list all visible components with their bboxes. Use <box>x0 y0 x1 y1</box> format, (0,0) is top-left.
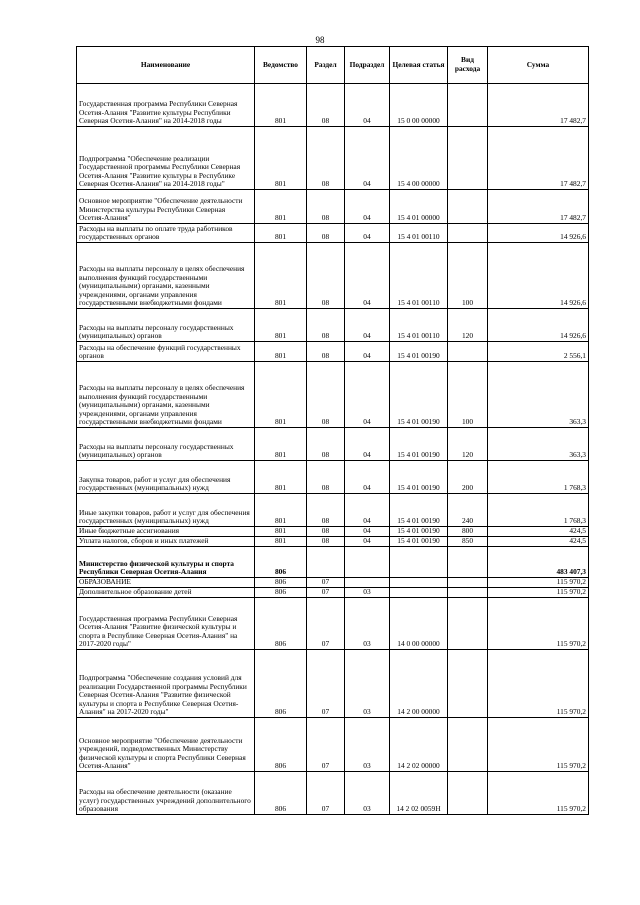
cell-section: 08 <box>307 494 345 527</box>
cell-type <box>448 588 488 598</box>
cell-section: 07 <box>307 588 345 598</box>
cell-subsection: 04 <box>345 309 390 342</box>
cell-section: 08 <box>307 84 345 127</box>
cell-section: 08 <box>307 461 345 494</box>
cell-dept: 801 <box>255 309 307 342</box>
cell-sum: 14 926,6 <box>488 309 589 342</box>
cell-sum: 115 970,2 <box>488 772 589 815</box>
table-row <box>77 127 589 190</box>
cell-type <box>448 650 488 718</box>
cell-target: 14 2 02 0059Н <box>390 772 448 815</box>
cell-dept: 806 <box>255 547 307 578</box>
header-dept: Ведомство <box>255 47 307 84</box>
cell-name: Государственная программа Республики Северная Осетия-Алания "Развитие культуры Республики Северная Осетия-Алания" на 2014-2018 годы <box>77 84 255 127</box>
cell-dept: 801 <box>255 537 307 547</box>
cell-type: 100 <box>448 362 488 428</box>
cell-type <box>448 598 488 650</box>
cell-name: Расходы на выплаты по оплате труда работников государственных органов <box>77 224 255 243</box>
cell-name: Министерство физической культуры и спорта Республики Северная Осетия-Алания <box>77 547 255 578</box>
cell-dept: 801 <box>255 461 307 494</box>
table-row <box>77 243 589 309</box>
cell-target: 15 4 01 00110 <box>390 309 448 342</box>
cell-dept: 806 <box>255 650 307 718</box>
cell-sum: 1 768,3 <box>488 494 589 527</box>
cell-name: Подпрограмма "Обеспечение реализации Государственной программы Республики Северная Осетия-Алания "Развитие культуры в Республике Северная Осетия-Алания" на 2014-2018 годы" <box>77 127 255 190</box>
table-row <box>77 309 589 342</box>
cell-type <box>448 342 488 362</box>
cell-type <box>448 772 488 815</box>
table-row <box>77 718 589 772</box>
cell-name: Расходы на выплаты персоналу в целях обеспечения выполнения функций государственными (муниципальными) органами, казенными учреждениями, органами управления государственными внебюджетными фондами <box>77 243 255 309</box>
cell-name: Подпрограмма "Обеспечение создания условий для реализации Государственной программы Республики Северная Осетия-Алания "Развитие физической культуры и спорта в Республике Северная Осетия-Алания" на 2017-2020 годы" <box>77 650 255 718</box>
cell-dept: 801 <box>255 190 307 224</box>
table-header-row <box>77 47 589 84</box>
cell-section: 08 <box>307 527 345 537</box>
header-name: Наименование <box>77 47 255 84</box>
cell-name: Иные закупки товаров, работ и услуг для обеспечения государственных (муниципальных) нужд <box>77 494 255 527</box>
budget-table <box>76 46 589 815</box>
header-sum: Сумма <box>488 47 589 84</box>
cell-section: 07 <box>307 772 345 815</box>
cell-subsection: 04 <box>345 461 390 494</box>
table-row <box>77 578 589 588</box>
cell-target: 14 2 00 00000 <box>390 650 448 718</box>
cell-subsection: 03 <box>345 598 390 650</box>
cell-section <box>307 547 345 578</box>
cell-type: 120 <box>448 309 488 342</box>
cell-dept: 801 <box>255 527 307 537</box>
cell-type <box>448 127 488 190</box>
cell-target <box>390 588 448 598</box>
cell-sum: 17 482,7 <box>488 127 589 190</box>
table-row <box>77 650 589 718</box>
cell-target: 15 4 01 00110 <box>390 243 448 309</box>
table-row <box>77 772 589 815</box>
cell-section: 08 <box>307 224 345 243</box>
cell-name: ОБРАЗОВАНИЕ <box>77 578 255 588</box>
cell-sum: 483 407,3 <box>488 547 589 578</box>
cell-subsection: 04 <box>345 84 390 127</box>
cell-name: Уплата налогов, сборов и иных платежей <box>77 537 255 547</box>
cell-name: Расходы на обеспечение деятельности (оказание услуг) государственных учреждений дополнительного образования <box>77 772 255 815</box>
cell-dept: 801 <box>255 224 307 243</box>
cell-subsection: 04 <box>345 342 390 362</box>
cell-subsection: 04 <box>345 527 390 537</box>
cell-subsection: 03 <box>345 650 390 718</box>
cell-name: Основное мероприятие "Обеспечение деятельности учреждений, подведомственных Министерству физической культуры и спорта Республики Северная Осетия-Алания" <box>77 718 255 772</box>
cell-type <box>448 224 488 243</box>
table-row <box>77 537 589 547</box>
cell-type: 120 <box>448 428 488 461</box>
table-row <box>77 461 589 494</box>
cell-sum: 424,5 <box>488 527 589 537</box>
cell-sum: 424,5 <box>488 537 589 547</box>
cell-name: Дополнительное образование детей <box>77 588 255 598</box>
cell-name: Расходы на выплаты персоналу государственных (муниципальных) органов <box>77 428 255 461</box>
cell-section: 08 <box>307 243 345 309</box>
cell-target: 14 0 00 00000 <box>390 598 448 650</box>
cell-dept: 801 <box>255 84 307 127</box>
cell-dept: 801 <box>255 243 307 309</box>
cell-target: 15 4 01 00190 <box>390 494 448 527</box>
cell-target: 15 4 01 00190 <box>390 527 448 537</box>
header-target: Целевая статья <box>390 47 448 84</box>
cell-name: Расходы на выплаты персоналу в целях обеспечения выполнения функций государственными (муниципальными) органами, казенными учреждениями, органами управления государственными внебюджетными фондами <box>77 362 255 428</box>
table-row <box>77 428 589 461</box>
cell-name: Государственная программа Республики Северная Осетия-Алания "Развитие физической культуры и спорта в Республике Северная Осетия-Алания" на 2017-2020 годы" <box>77 598 255 650</box>
cell-target: 15 4 01 00000 <box>390 190 448 224</box>
cell-type <box>448 190 488 224</box>
cell-sum: 115 970,2 <box>488 598 589 650</box>
cell-dept: 806 <box>255 718 307 772</box>
cell-sum: 115 970,2 <box>488 650 589 718</box>
cell-dept: 806 <box>255 588 307 598</box>
cell-dept: 806 <box>255 578 307 588</box>
cell-section: 08 <box>307 362 345 428</box>
cell-name: Закупка товаров, работ и услуг для обеспечения государственных (муниципальных) нужд <box>77 461 255 494</box>
cell-sum: 14 926,6 <box>488 224 589 243</box>
table-row <box>77 84 589 127</box>
cell-subsection: 04 <box>345 243 390 309</box>
cell-type: 240 <box>448 494 488 527</box>
cell-section: 08 <box>307 428 345 461</box>
table-row <box>77 342 589 362</box>
cell-subsection: 04 <box>345 224 390 243</box>
header-type: Вид расхода <box>448 47 488 84</box>
cell-dept: 801 <box>255 362 307 428</box>
cell-target: 15 4 01 00190 <box>390 428 448 461</box>
cell-type: 100 <box>448 243 488 309</box>
cell-sum: 115 970,2 <box>488 718 589 772</box>
cell-section: 07 <box>307 598 345 650</box>
cell-sum: 14 926,6 <box>488 243 589 309</box>
page-number: 98 <box>315 35 325 45</box>
cell-target: 15 4 01 00190 <box>390 537 448 547</box>
cell-sum: 363,3 <box>488 428 589 461</box>
cell-subsection: 04 <box>345 428 390 461</box>
cell-type: 800 <box>448 527 488 537</box>
table-body <box>77 84 589 815</box>
table-row <box>77 527 589 537</box>
cell-target <box>390 578 448 588</box>
cell-target: 14 2 02 00000 <box>390 718 448 772</box>
cell-dept: 801 <box>255 428 307 461</box>
table-row <box>77 494 589 527</box>
cell-section: 08 <box>307 127 345 190</box>
cell-type: 850 <box>448 537 488 547</box>
cell-subsection: 04 <box>345 362 390 428</box>
cell-name: Расходы на выплаты персоналу государственных (муниципальных) органов <box>77 309 255 342</box>
cell-sum: 1 768,3 <box>488 461 589 494</box>
cell-target: 15 4 01 00190 <box>390 362 448 428</box>
cell-subsection: 04 <box>345 190 390 224</box>
cell-name: Основное мероприятие "Обеспечение деятельности Министерства культуры Республики Северная Осетия-Алания" <box>77 190 255 224</box>
cell-type <box>448 718 488 772</box>
cell-sum: 17 482,7 <box>488 190 589 224</box>
table-row <box>77 190 589 224</box>
cell-target: 15 4 01 00110 <box>390 224 448 243</box>
table-row <box>77 224 589 243</box>
cell-subsection: 03 <box>345 588 390 598</box>
header-section: Раздел <box>307 47 345 84</box>
cell-sum: 363,3 <box>488 362 589 428</box>
cell-target: 15 4 01 00190 <box>390 461 448 494</box>
cell-target: 15 0 00 00000 <box>390 84 448 127</box>
cell-section: 07 <box>307 578 345 588</box>
cell-subsection: 04 <box>345 494 390 527</box>
cell-subsection: 04 <box>345 127 390 190</box>
cell-subsection <box>345 578 390 588</box>
cell-section: 08 <box>307 537 345 547</box>
cell-sum: 115 970,2 <box>488 588 589 598</box>
cell-type <box>448 84 488 127</box>
cell-type: 200 <box>448 461 488 494</box>
table-row <box>77 547 589 578</box>
cell-subsection: 04 <box>345 537 390 547</box>
cell-subsection: 03 <box>345 718 390 772</box>
cell-sum: 115 970,2 <box>488 578 589 588</box>
cell-name: Иные бюджетные ассигнования <box>77 527 255 537</box>
cell-target: 15 4 01 00190 <box>390 342 448 362</box>
cell-sum: 2 556,1 <box>488 342 589 362</box>
cell-section: 08 <box>307 342 345 362</box>
table-row <box>77 362 589 428</box>
cell-section: 08 <box>307 309 345 342</box>
cell-type <box>448 578 488 588</box>
cell-section: 07 <box>307 650 345 718</box>
cell-name: Расходы на обеспечение функций государственных органов <box>77 342 255 362</box>
cell-dept: 801 <box>255 127 307 190</box>
cell-section: 08 <box>307 190 345 224</box>
cell-section: 07 <box>307 718 345 772</box>
cell-target <box>390 547 448 578</box>
cell-sum: 17 482,7 <box>488 84 589 127</box>
cell-dept: 801 <box>255 494 307 527</box>
table-row <box>77 598 589 650</box>
cell-type <box>448 547 488 578</box>
cell-dept: 801 <box>255 342 307 362</box>
cell-subsection: 03 <box>345 772 390 815</box>
cell-dept: 806 <box>255 598 307 650</box>
cell-target: 15 4 00 00000 <box>390 127 448 190</box>
header-subsection: Подраздел <box>345 47 390 84</box>
cell-dept: 806 <box>255 772 307 815</box>
table-row <box>77 588 589 598</box>
cell-subsection <box>345 547 390 578</box>
